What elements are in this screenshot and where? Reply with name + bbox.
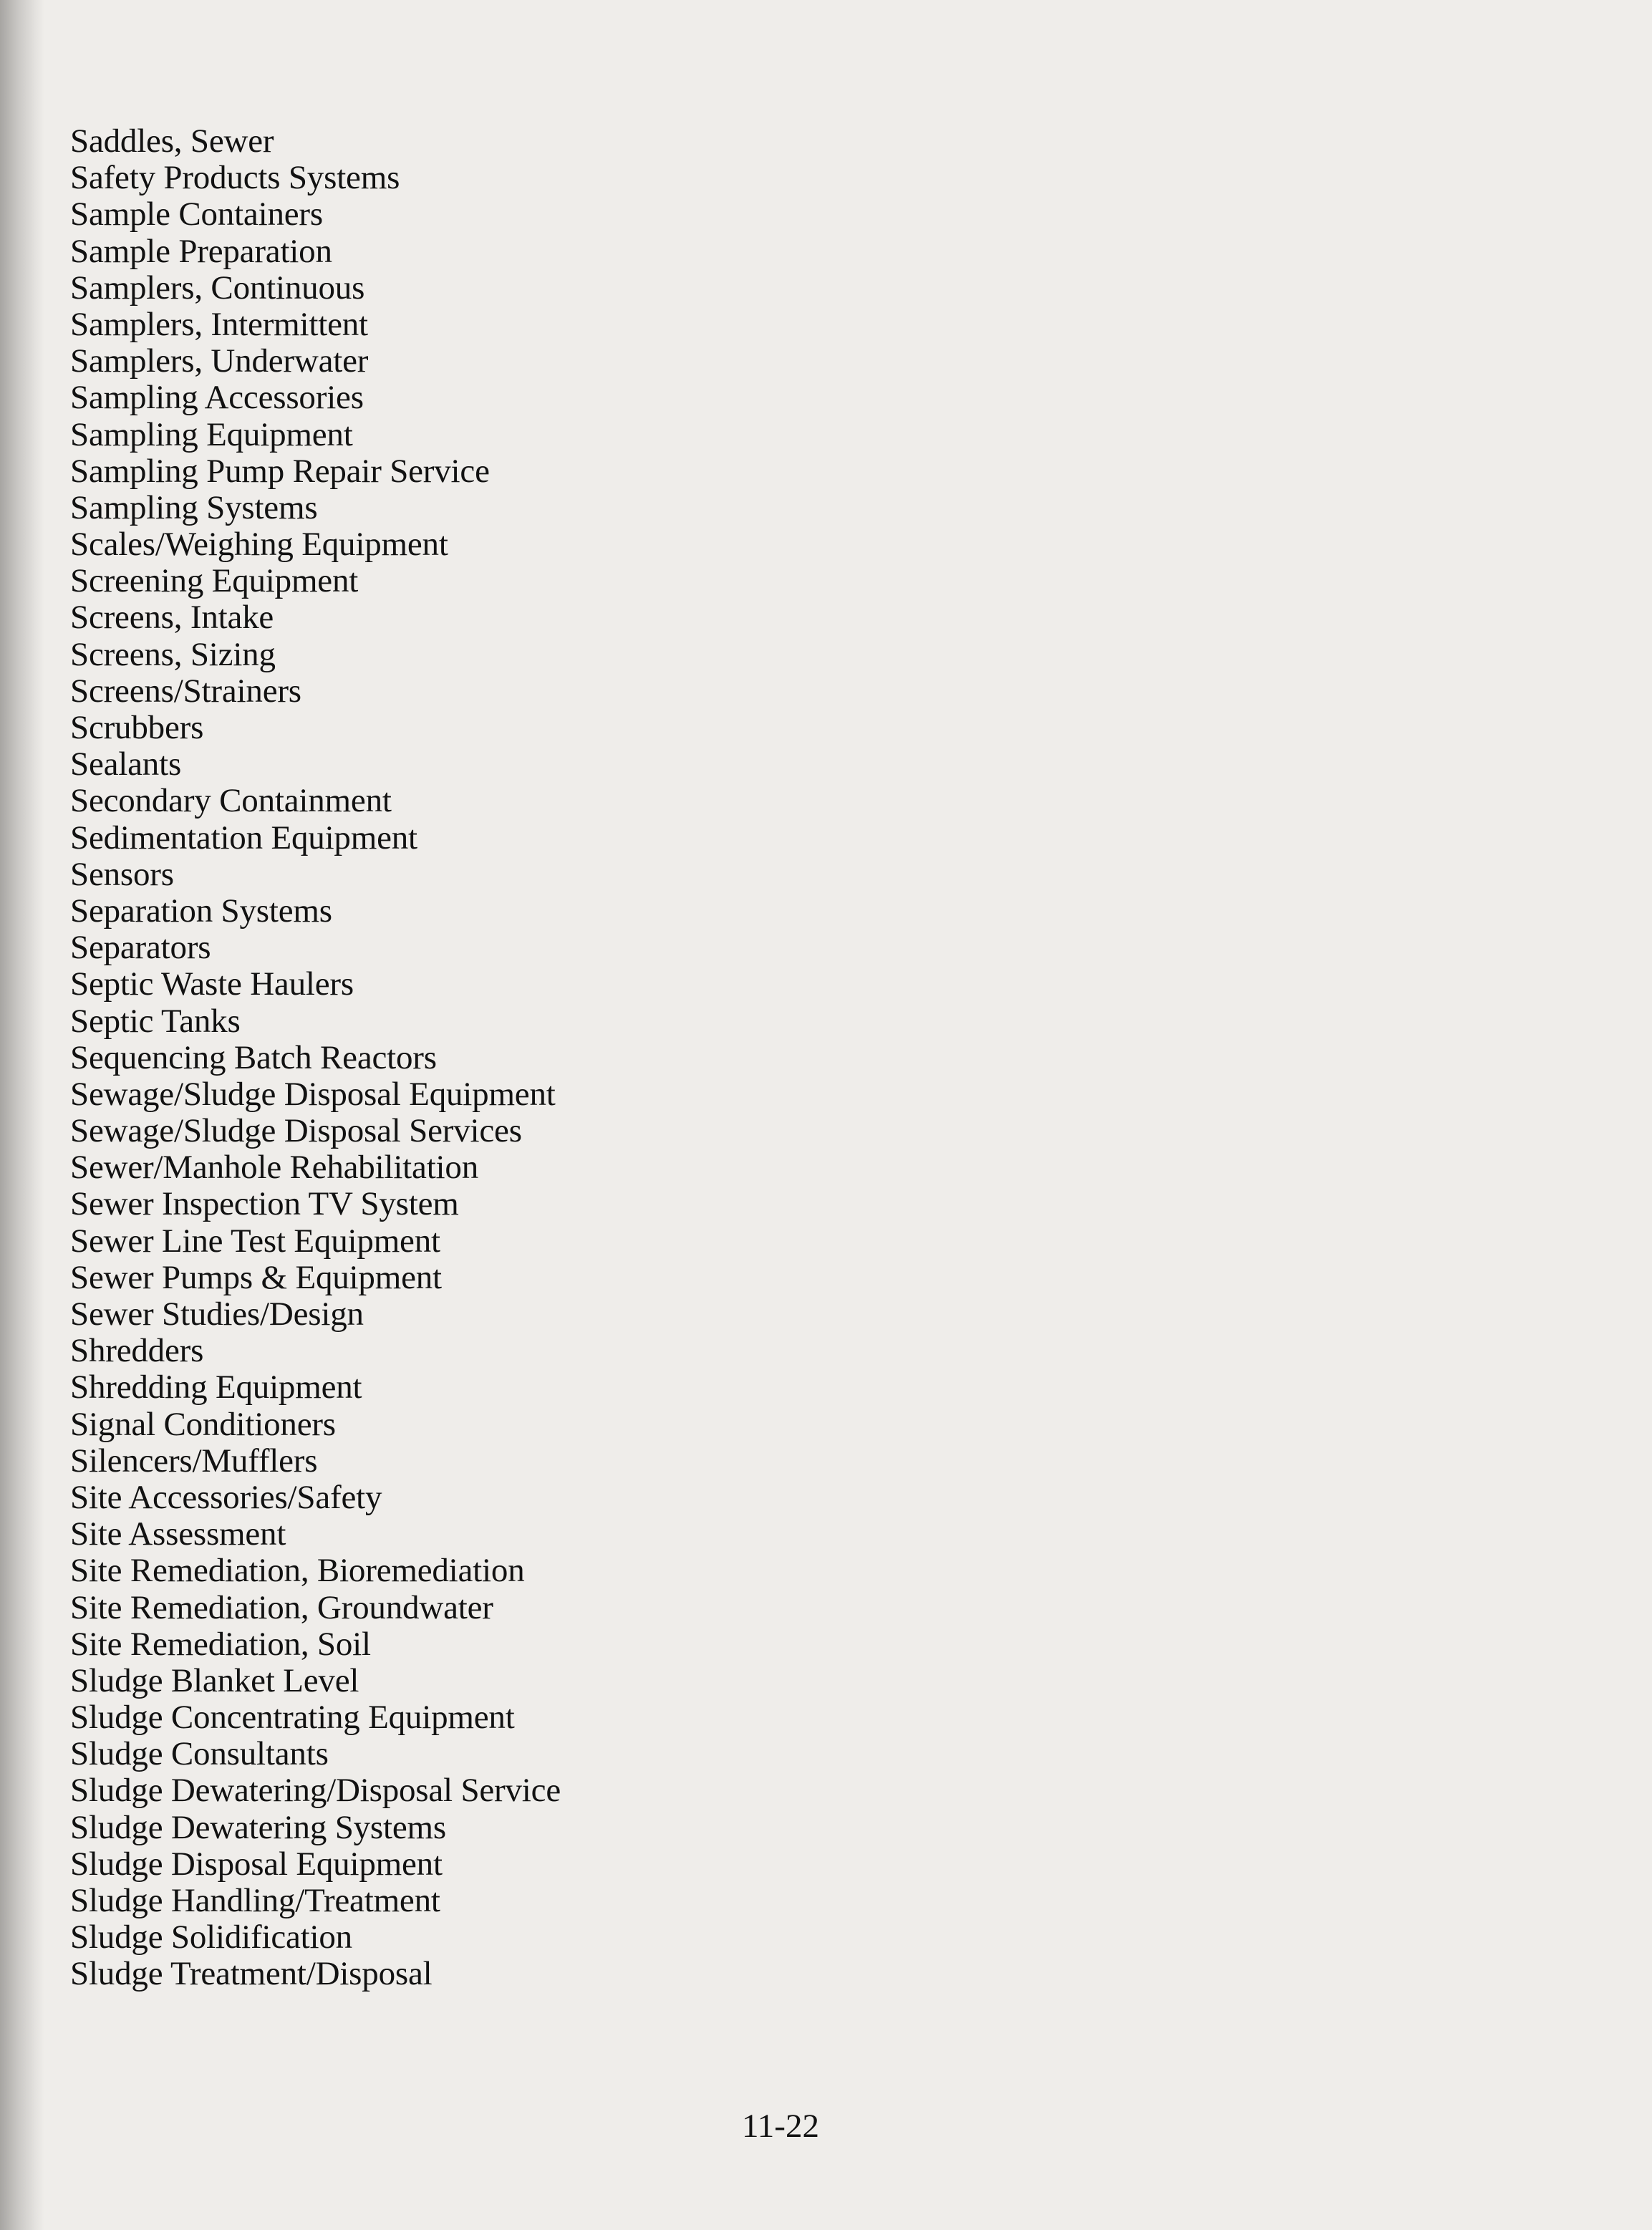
index-entry: Scrubbers (70, 709, 204, 746)
index-entry: Safety Products Systems (70, 159, 400, 197)
index-entry: Shredding Equipment (70, 1369, 362, 1406)
index-entry: Sewage/Sludge Disposal Services (70, 1112, 522, 1150)
index-entry: Sludge Dewatering/Disposal Service (70, 1772, 561, 1810)
index-entry: Screens, Sizing (70, 635, 276, 673)
index-entry: Sludge Treatment/Disposal (70, 1955, 433, 1993)
index-entry: Sewer Inspection TV System (70, 1185, 459, 1223)
index-entry: Signal Conditioners (70, 1405, 336, 1443)
index-entry: Sampling Equipment (70, 415, 353, 453)
index-entry: Sludge Blanket Level (70, 1661, 359, 1699)
index-entry: Site Accessories/Safety (70, 1478, 382, 1516)
index-entry: Site Remediation, Soil (70, 1625, 371, 1663)
index-entry: Sewer Studies/Design (70, 1295, 364, 1333)
binding-shadow (0, 0, 44, 2230)
index-entry: Sewage/Sludge Disposal Equipment (70, 1075, 556, 1113)
index-entry: Site Remediation, Groundwater (70, 1588, 493, 1626)
index-entry: Sludge Consultants (70, 1735, 329, 1773)
index-entry: Sludge Handling/Treatment (70, 1882, 440, 1919)
index-entry: Sludge Dewatering Systems (70, 1808, 446, 1846)
index-entry: Samplers, Underwater (70, 342, 369, 380)
index-entry: Septic Tanks (70, 1002, 241, 1040)
index-list (70, 123, 561, 1993)
index-entry: Shredders (70, 1332, 204, 1370)
index-entry: Septic Waste Haulers (70, 965, 354, 1003)
index-entry: Sample Containers (70, 196, 323, 233)
index-entry: Scales/Weighing Equipment (70, 526, 448, 564)
index-entry: Sludge Solidification (70, 1918, 352, 1956)
index-entry: Screens/Strainers (70, 672, 301, 710)
index-entry: Sampling Systems (70, 488, 318, 526)
index-entry: Secondary Containment (70, 782, 392, 820)
index-entry: Sequencing Batch Reactors (70, 1038, 437, 1076)
index-entry: Screens, Intake (70, 599, 274, 637)
index-entry: Sedimentation Equipment (70, 819, 417, 856)
index-entry: Sludge Disposal Equipment (70, 1845, 443, 1883)
index-entry: Sealants (70, 745, 182, 783)
index-entry: Samplers, Intermittent (70, 305, 368, 343)
page-number: 11-22 (742, 2108, 819, 2145)
index-entry: Site Remediation, Bioremediation (70, 1552, 525, 1590)
index-entry: Sampling Accessories (70, 379, 364, 417)
index-entry: Sewer/Manhole Rehabilitation (70, 1149, 479, 1187)
index-entry: Samplers, Continuous (70, 269, 365, 306)
index-entry: Sensors (70, 855, 174, 893)
index-entry: Sewer Pumps & Equipment (70, 1258, 442, 1296)
index-entry: Sampling Pump Repair Service (70, 452, 490, 490)
index-entry: Screening Equipment (70, 562, 359, 600)
index-entry: Silencers/Mufflers (70, 1442, 318, 1480)
index-entry: Separators (70, 929, 211, 967)
index-entry: Site Assessment (70, 1515, 286, 1553)
index-entry: Sample Preparation (70, 232, 332, 270)
index-entry: Sewer Line Test Equipment (70, 1222, 440, 1260)
index-entry: Separation Systems (70, 892, 332, 930)
index-entry: Saddles, Sewer (70, 122, 274, 160)
index-entry: Sludge Concentrating Equipment (70, 1699, 515, 1737)
